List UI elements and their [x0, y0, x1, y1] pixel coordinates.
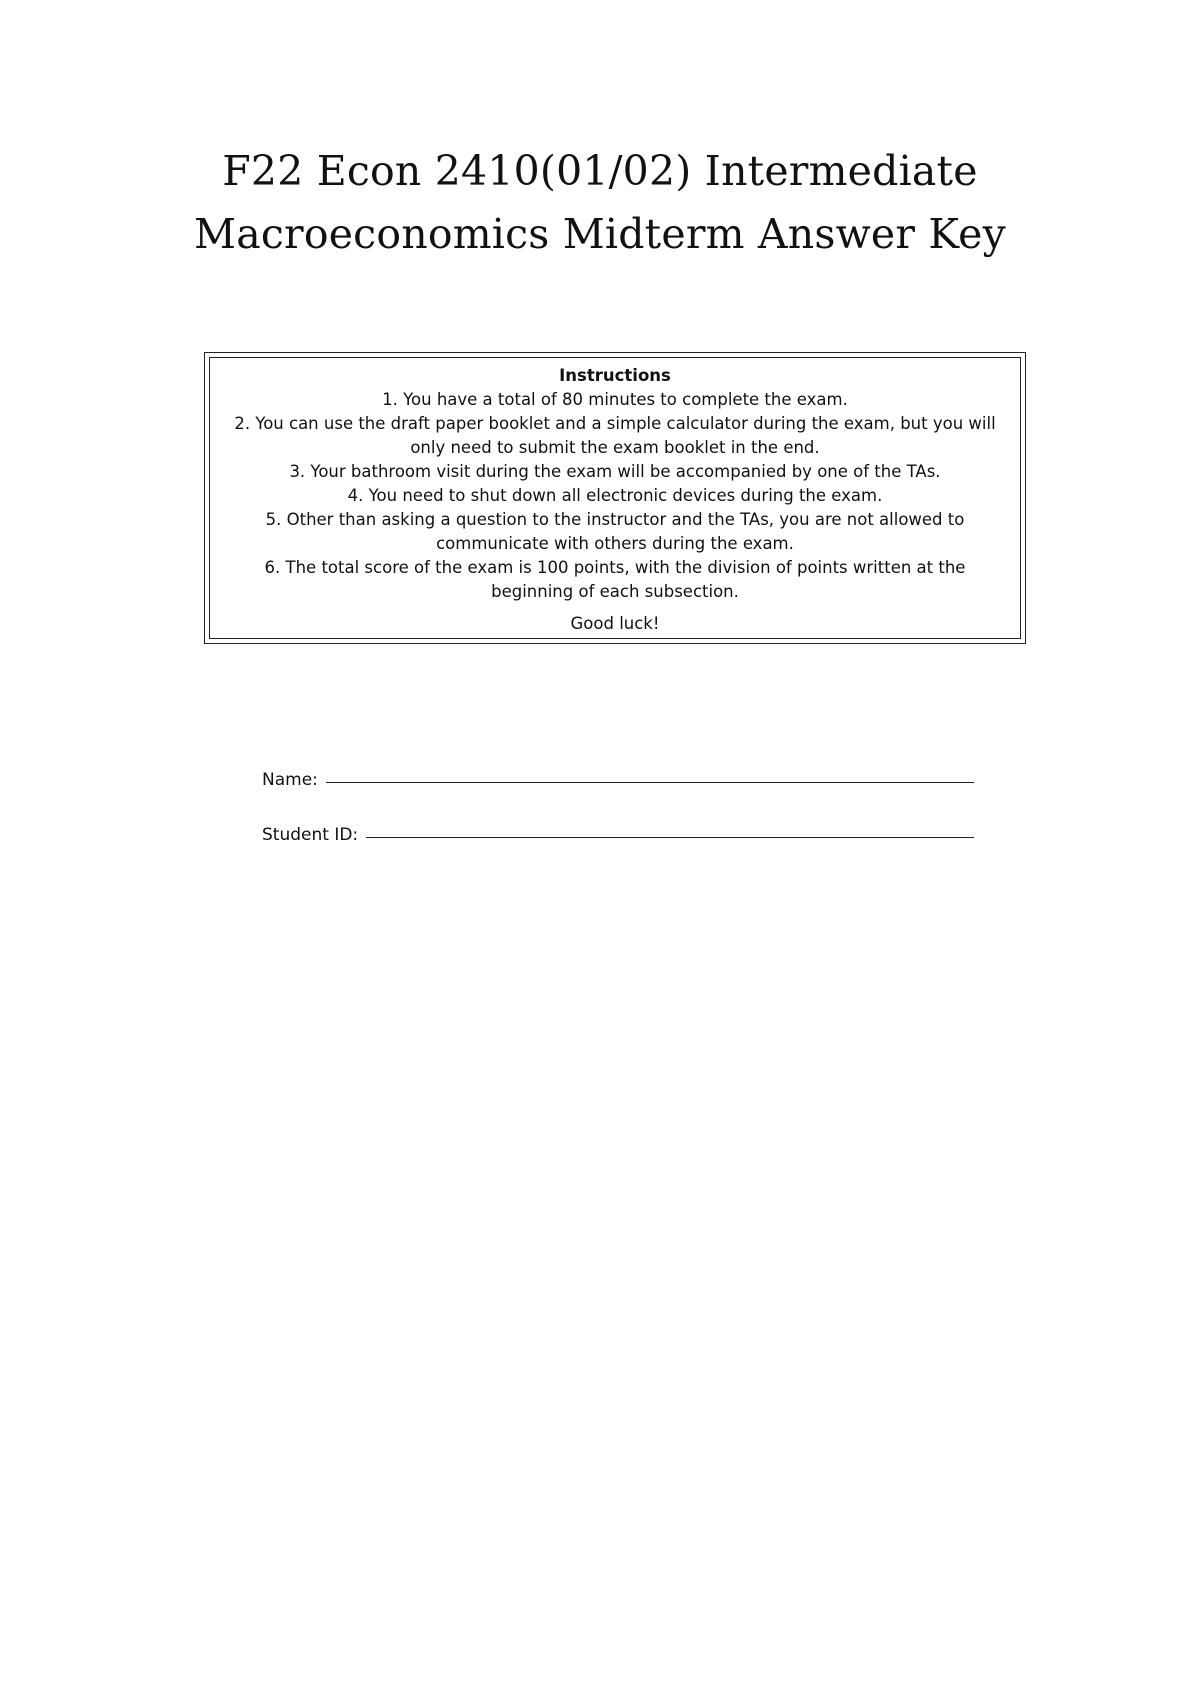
instruction-item: 4. You need to shut down all electronic devices during the exam. — [347, 486, 883, 505]
title-line-2: Macroeconomics Midterm Answer Key — [194, 210, 1006, 258]
good-luck-text: Good luck! — [570, 614, 660, 633]
name-label: Name: — [262, 770, 318, 790]
title-line-1: F22 Econ 2410(01/02) Intermediate — [222, 147, 978, 195]
student-id-blank-line — [366, 836, 974, 838]
name-blank-line — [326, 781, 974, 783]
instructions-inner-frame — [209, 357, 1021, 639]
instruction-item: 6. The total score of the exam is 100 points, with the division of points written at the beginning of each subsection. — [264, 558, 966, 601]
student-id-label: Student ID: — [262, 825, 359, 845]
instructions-heading: Instructions — [559, 366, 671, 385]
name-field-row — [262, 770, 974, 790]
instruction-item: 1. You have a total of 80 minutes to complete the exam. — [382, 390, 848, 409]
instruction-item: 2. You can use the draft paper booklet and a simple calculator during the exam, but you will only need to submit the exam booklet in the end. — [234, 414, 996, 457]
instruction-item: 3. Your bathroom visit during the exam will be accompanied by one of the TAs. — [289, 462, 941, 481]
page-title — [150, 140, 1050, 266]
student-id-field-row — [262, 825, 974, 845]
instruction-item: 5. Other than asking a question to the instructor and the TAs, you are not allowed to communicate with others during the exam. — [265, 510, 965, 553]
instructions-box — [204, 352, 1026, 644]
